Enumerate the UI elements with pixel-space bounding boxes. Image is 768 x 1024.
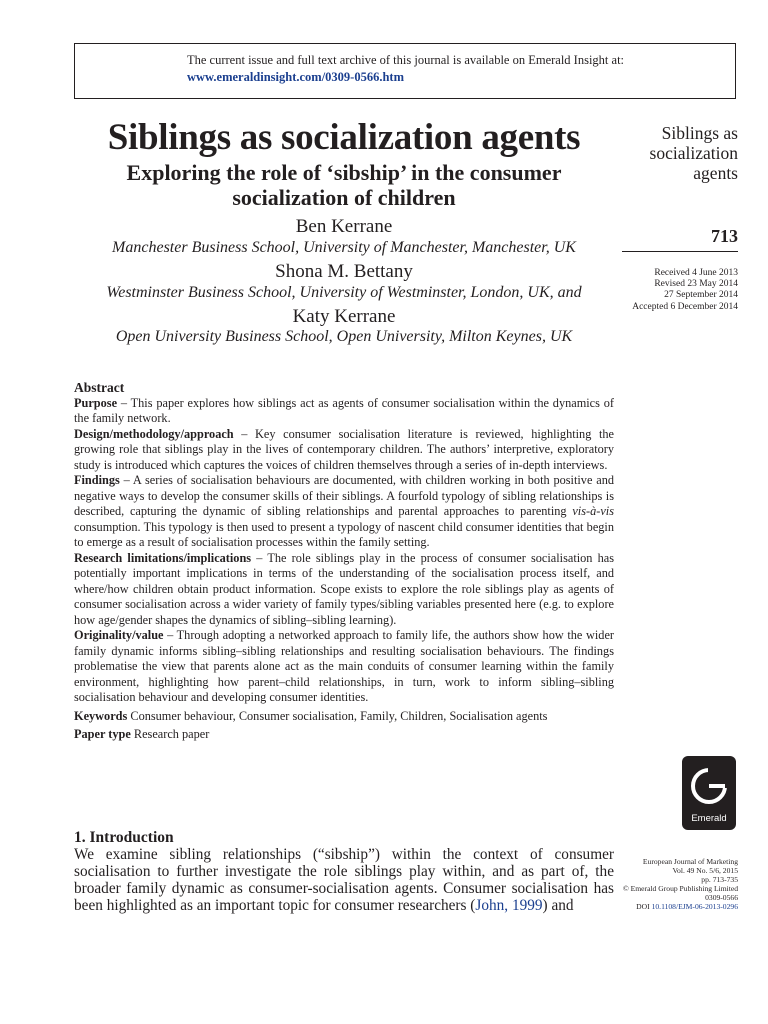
findings-text: – A series of socialisation behaviours are documented, with children working in both positive and negative ways to develop the consumer skills of their siblings. A fourfold typology of sibling relationships is described, capturing the dynamic of sibling relationships and parental approaches to parenting [74, 473, 614, 518]
doi-link[interactable]: 10.1108/EJM-06-2013-0296 [651, 902, 738, 911]
abstract-section [74, 380, 614, 743]
abstract-purpose [74, 396, 614, 427]
journal-copyright: © Emerald Group Publishing Limited [622, 884, 738, 893]
journal-pages: pp. 713-735 [701, 875, 738, 884]
author-affiliation: Manchester Business School, University of Manchester, Manchester, UK [112, 239, 576, 256]
abstract-heading: Abstract [74, 380, 125, 395]
journal-doi [588, 902, 738, 911]
article-subtitle: Exploring the role of ‘sibship’ in the consumer socialization of children [126, 160, 562, 210]
introduction-paragraph [74, 846, 614, 914]
originality-label: Originality/value [74, 628, 164, 642]
emerald-e-icon [689, 762, 729, 810]
date-accepted: Accepted 6 December 2014 [632, 301, 738, 312]
introduction-heading: 1. Introduction [74, 829, 174, 846]
purpose-text: – This paper explores how siblings act as agents of consumer socialisation within the dynamics of the family network. [74, 395, 614, 425]
findings-italic: vis-à-vis [572, 504, 614, 518]
purpose-label: Purpose [74, 395, 118, 410]
findings-label: Findings [74, 473, 120, 487]
keywords-label: Keywords [74, 708, 128, 723]
page-number: 713 [711, 226, 738, 246]
emerald-logo-label: Emerald [691, 813, 727, 824]
findings-text-end: consumption. This typology is then used to present a typology of nascent child consumer identities that begin to emerge as a result of socialisation processes within the family setting. [74, 519, 614, 549]
author-name: Shona M. Bettany [275, 261, 413, 282]
intro-text: We examine sibling relationships (“sibship”) within the context of consumer socialisation to further investigate the role siblings play within, and as part of, the broader family dynamic as consumer-socialisation agents. Consumer socialisation has been highlighted as an important topic for consumer researchers ( [74, 846, 614, 914]
emerald-logo [682, 756, 736, 830]
doi-label: DOI [636, 902, 652, 911]
journal-name: European Journal of Marketing [642, 857, 738, 866]
author-affiliation: Open University Business School, Open University, Milton Keynes, UK [115, 328, 573, 345]
author-name: Ben Kerrane [295, 216, 393, 237]
journal-issn: 0309-0566 [705, 893, 738, 902]
paper-type-label: Paper type [74, 727, 131, 741]
author-affiliation: Westminster Business School, University of Westminster, London, UK, and [106, 284, 582, 301]
author-name: Katy Kerrane [292, 306, 396, 327]
design-label: Design/methodology/approach [74, 426, 234, 441]
citation-link[interactable]: John, 1999 [475, 897, 543, 914]
abstract-design [74, 427, 614, 474]
date-received: Received 4 June 2013 [654, 268, 738, 278]
submission-dates [598, 268, 738, 313]
paper-type-text: Research paper [130, 727, 210, 741]
intro-text-end: ) and [542, 897, 574, 914]
abstract-findings [74, 473, 614, 551]
journal-access-box [74, 43, 736, 99]
running-title: Siblings as socialization agents [649, 123, 738, 183]
abstract-originality [74, 628, 614, 706]
access-notice: The current issue and full text archive of this journal is available on Emerald Insight at: [187, 53, 625, 67]
article-title: Siblings as socialization agents [107, 117, 581, 158]
abstract-keywords [74, 709, 614, 725]
abstract-paper-type [74, 727, 614, 743]
research-label: Research limitations/implications [74, 550, 252, 565]
keywords-text: Consumer behaviour, Consumer socialisation, Family, Children, Socialisation agents [127, 708, 548, 723]
abstract-research-limitations [74, 551, 614, 629]
design-text: – Key consumer socialisation literature is reviewed, highlighting the growing role that siblings play in the lives of contemporary children. The authors’ interpretive, exploratory study is introduced which captures the voices of children themselves through a series of in-depth interviews. [74, 426, 614, 472]
date-revised-2: 27 September 2014 [664, 290, 738, 301]
date-revised: Revised 23 May 2014 [654, 279, 738, 290]
journal-url-link[interactable]: www.emeraldinsight.com/0309-0566.htm [187, 70, 404, 84]
research-text: – The role siblings play in the process of consumer socialisation has potentially important implications in terms of the understanding of the socialisation process itself, and where/how children obtain product information. Scope exists to explore the role siblings play as agents of consumer socialisation across a wider variety of family types/sibling variables presented here (e.g. to explore how age/gender shapes the dynamics of sibling–sibling learning). [74, 550, 615, 627]
journal-volume: Vol. 49 No. 5/6, 2015 [672, 866, 738, 875]
sidebar-divider [622, 251, 738, 252]
originality-text: – Through adopting a networked approach to family life, the authors show how the wider family dynamic informs sibling–sibling relationships and resulting socialisation behaviours. The findings problematise the view that parents alone act as the main conduits of consumer learning within the family environment, highlighting how parent–child relationships, in turn, work to inform sibling–sibling socialisation behaviour and developing consumer identities. [74, 628, 614, 704]
journal-info [588, 857, 738, 911]
